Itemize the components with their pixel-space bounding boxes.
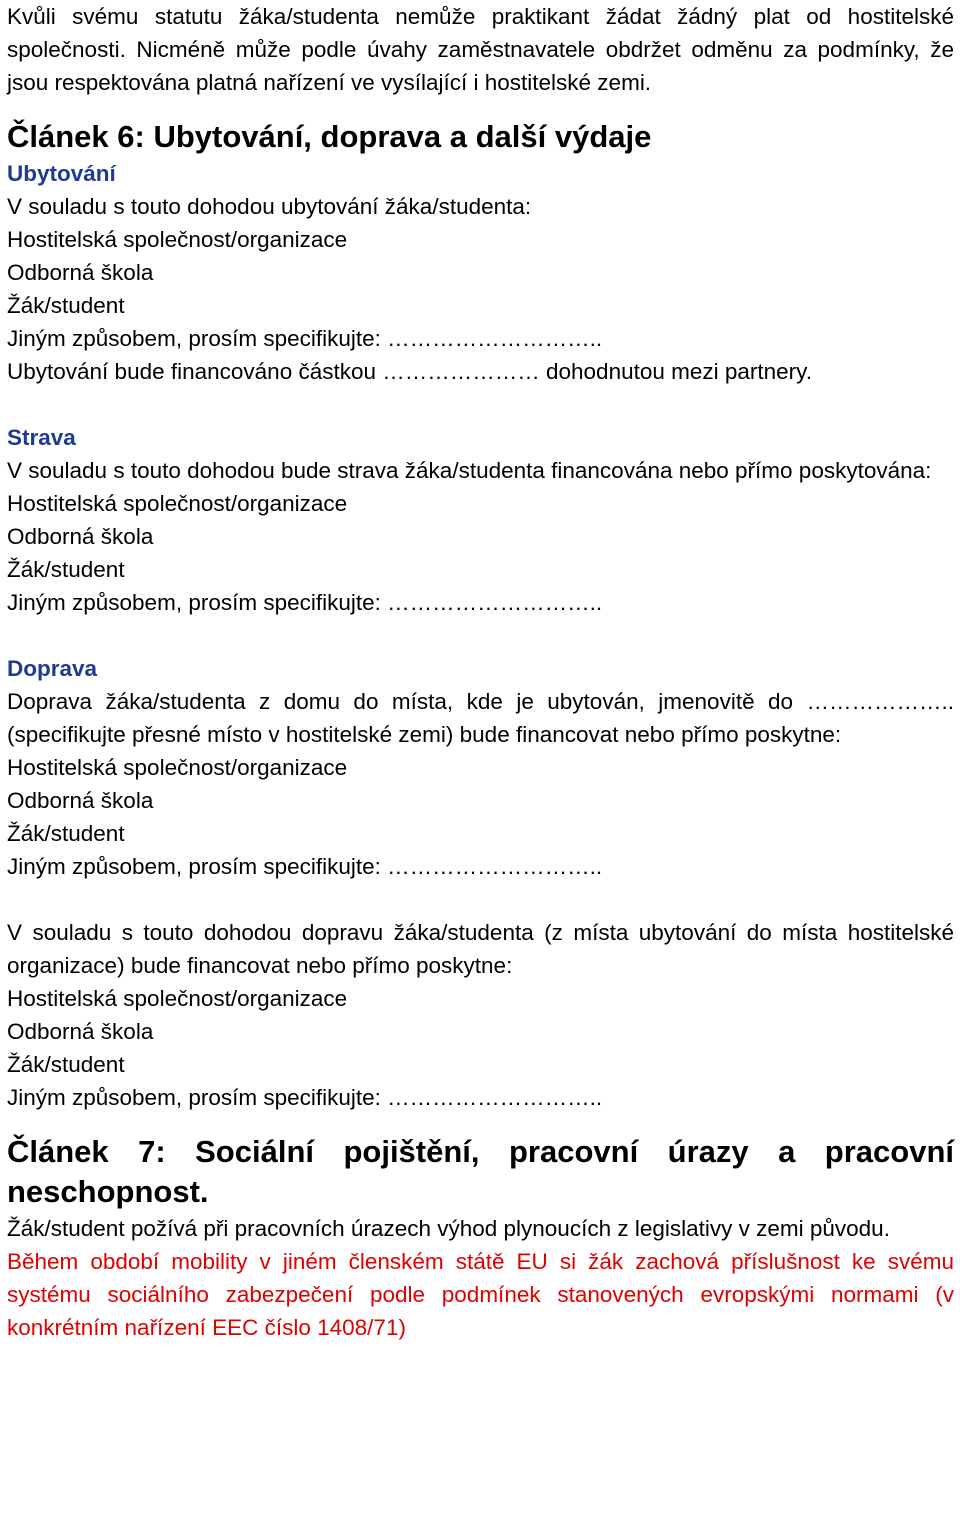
- intro-paragraph: Kvůli svému statutu žáka/studenta nemůže praktikant žádat žádný plat od hostitelské společnosti. Nicméně může podle úvahy zaměstnavatele obdržet odměnu za podmínky, že jsou respektována platná nařízení ve vysílající i hostitelské zemi.: [7, 4, 954, 95]
- meals-intro: V souladu s touto dohodou bude strava žáka/studenta financována nebo přímo poskytována:: [7, 458, 932, 483]
- transport-intro: Doprava žáka/studenta z domu do místa, kde je ubytován, jmenovitě do ……………….. (specifikujte přesné místo v hostitelské zemi) bude financovat nebo přímo poskytne:: [7, 689, 954, 747]
- article-6-title: Článek 6: Ubytování, doprava a další výdaje: [7, 119, 652, 154]
- meals-heading: Strava: [7, 425, 76, 450]
- transport-option: Hostitelská společnost/organizace: [7, 755, 348, 780]
- transport-option: Jiným způsobem, prosím specifikujte: ………………………..: [7, 854, 603, 879]
- article-7-notice: Během období mobility v jiném členském státě EU si žák zachová příslušnost ke svému systému sociálního zabezpečení podle podmínek stanovených evropskými normami (v konkrétním nařízení EEC číslo 1408/71): [7, 1249, 954, 1340]
- meals-option: Odborná škola: [7, 524, 154, 549]
- transport-heading: Doprava: [7, 656, 98, 681]
- article-7-text: Žák/student požívá při pracovních úrazech výhod plynoucích z legislativy v zemi původu.: [7, 1216, 890, 1241]
- local-transport-option: Jiným způsobem, prosím specifikujte: ………………………..: [7, 1085, 603, 1110]
- local-transport-intro: V souladu s touto dohodou dopravu žáka/studenta (z místa ubytování do místa hostitelské organizace) bude financovat nebo přímo poskytne:: [7, 920, 954, 978]
- accommodation-intro: V souladu s touto dohodou ubytování žáka/studenta:: [7, 194, 532, 219]
- local-transport-option: Odborná škola: [7, 1019, 154, 1044]
- meals-option: Hostitelská společnost/organizace: [7, 491, 348, 516]
- local-transport-option: Žák/student: [7, 1052, 125, 1077]
- accommodation-option: Žák/student: [7, 293, 125, 318]
- meals-option: Jiným způsobem, prosím specifikujte: ………………………..: [7, 590, 603, 615]
- local-transport-option: Hostitelská společnost/organizace: [7, 986, 348, 1011]
- transport-option: Žák/student: [7, 821, 125, 846]
- meals-option: Žák/student: [7, 557, 125, 582]
- accommodation-option: Hostitelská společnost/organizace: [7, 227, 348, 252]
- accommodation-heading: Ubytování: [7, 161, 116, 186]
- accommodation-funding: Ubytování bude financováno částkou ………………… dohodnutou mezi partnery.: [7, 359, 813, 384]
- accommodation-option: Jiným způsobem, prosím specifikujte: ………………………..: [7, 326, 603, 351]
- transport-option: Odborná škola: [7, 788, 154, 813]
- accommodation-option: Odborná škola: [7, 260, 154, 285]
- article-7-title: Článek 7: Sociální pojištění, pracovní úrazy a pracovní neschopnost.: [7, 1134, 954, 1209]
